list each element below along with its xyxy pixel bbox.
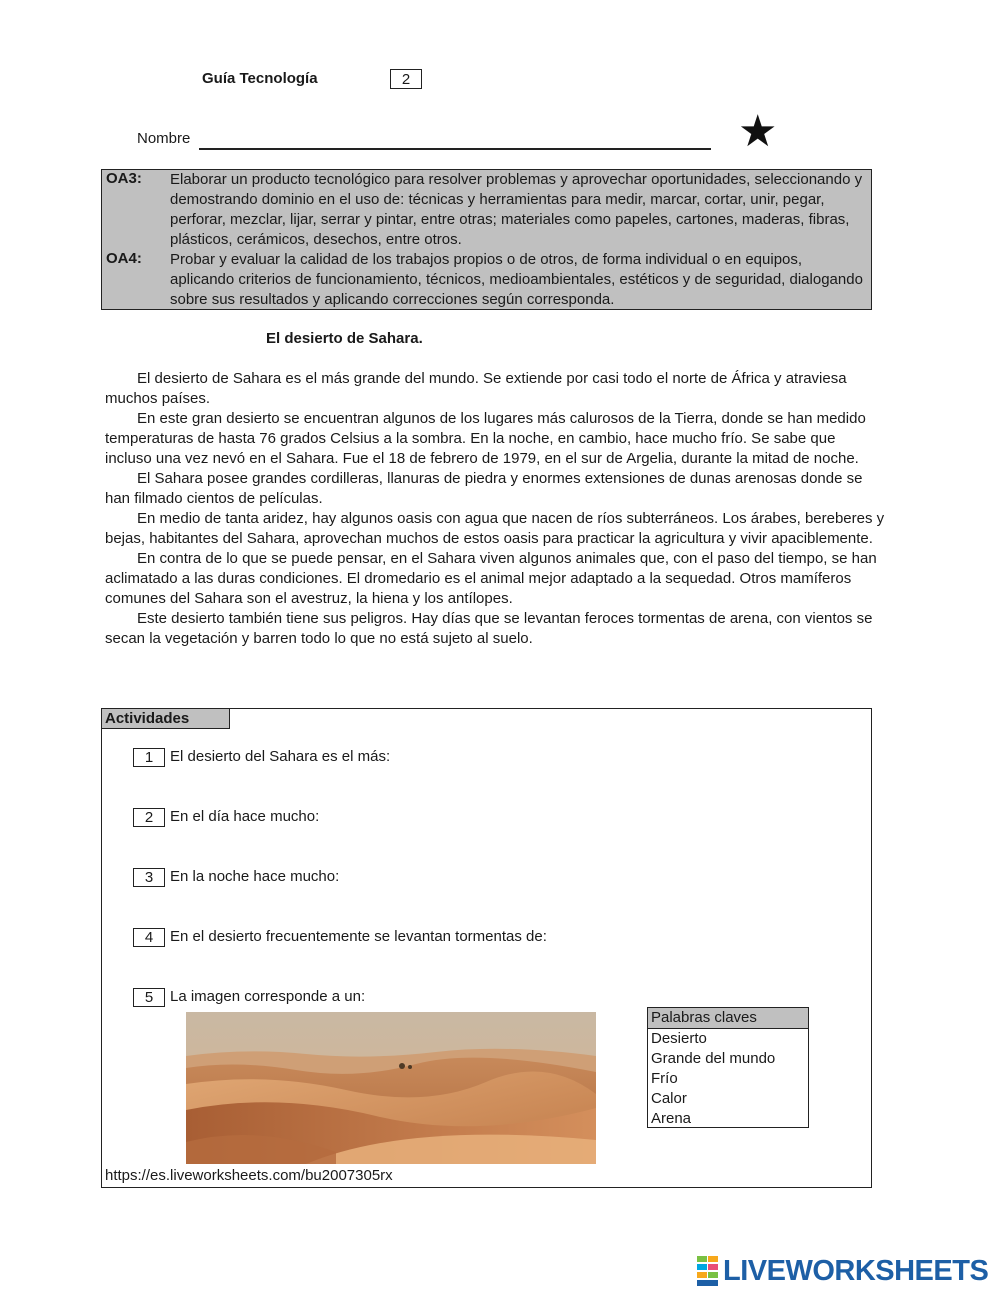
objective-text-oa3: Elaborar un producto tecnológico para resolver problemas y aprovechar oportunidades, seleccionando y demostrando dominio en el uso de: técnicas y herramientas para medir, marcar, cortar, unir, pegar, perforar, mezclar, lijar, serrar y pintar, entre otras; materiales como papeles, cartones, maderas, fibras, plásticos, cerámicos, desechos, entre otros. xyxy=(170,171,863,248)
name-field-line[interactable] xyxy=(199,148,711,150)
desert-dunes-image xyxy=(186,1012,596,1164)
article-paragraph: En medio de tanta aridez, hay algunos oasis con agua que nacen de ríos subterráneos. Los árabes, bereberes y bejas, habitantes del Sahara, aprovechan muchos de estos oasis para practicar la agricultura y vivir apaciblemente. xyxy=(105,510,885,547)
guide-number: 2 xyxy=(390,69,422,89)
question-text-5: La imagen corresponde a un: xyxy=(170,988,366,1005)
keyword-item: Calor xyxy=(651,1090,687,1107)
question-text-1: El desierto del Sahara es el más: xyxy=(170,748,391,765)
article-title: El desierto de Sahara. xyxy=(266,330,423,347)
guide-title: Guía Tecnología xyxy=(202,70,318,87)
question-number-4: 4 xyxy=(133,928,165,947)
objective-text-oa4: Probar y evaluar la calidad de los trabajos propios o de otros, de forma individual o en equipos, aplicando criterios de funcionamiento, técnicos, medioambientales, estéticos y de seguridad, dialogando sobre sus resultados y aplicando correcciones según corresponda. xyxy=(170,251,863,308)
article-body xyxy=(105,369,885,649)
brand-name: LIVEWORKSHEETS xyxy=(723,1254,989,1287)
keywords-box xyxy=(647,1007,809,1128)
article-paragraph: El desierto de Sahara es el más grande del mundo. Se extiende por casi todo el norte de África y atraviesa muchos países. xyxy=(105,370,847,407)
star-icon: ★ xyxy=(738,107,778,156)
objectives-box xyxy=(101,169,872,310)
keywords-header: Palabras claves xyxy=(648,1008,808,1029)
question-text-3: En la noche hace mucho: xyxy=(170,868,340,885)
keyword-item: Grande del mundo xyxy=(651,1050,776,1067)
question-number-2: 2 xyxy=(133,808,165,827)
keyword-item: Desierto xyxy=(651,1030,707,1047)
objective-code-oa3: OA3: xyxy=(106,170,142,187)
question-number-5: 5 xyxy=(133,988,165,1007)
name-label: Nombre xyxy=(137,130,191,147)
question-text-2: En el día hace mucho: xyxy=(170,808,320,825)
keyword-item: Arena xyxy=(651,1110,692,1127)
liveworksheets-logo-icon xyxy=(697,1256,719,1286)
activities-header: Actividades xyxy=(102,709,230,729)
question-number-3: 3 xyxy=(133,868,165,887)
keyword-item: Frío xyxy=(651,1070,678,1087)
question-text-4: En el desierto frecuentemente se levantan tormentas de: xyxy=(170,928,547,945)
liveworksheets-brand[interactable] xyxy=(697,1254,988,1288)
article-paragraph: El Sahara posee grandes cordilleras, llanuras de piedra y enormes extensiones de dunas arenosas donde se han filmado cientos de películas. xyxy=(105,470,863,507)
objective-code-oa4: OA4: xyxy=(106,250,142,267)
source-url[interactable]: https://es.liveworksheets.com/bu2007305rx xyxy=(105,1167,393,1184)
article-paragraph: En este gran desierto se encuentran algunos de los lugares más calurosos de la Tierra, donde se han medido temperaturas de hasta 76 grados Celsius a la sombra. En la noche, en cambio, hace mucho frío. Se sabe que incluso una vez nevó en el Sahara. Fue el 18 de febrero de 1979, en el sur de Argelia, durante la mitad de noche. xyxy=(105,410,866,467)
question-number-1: 1 xyxy=(133,748,165,767)
article-paragraph: Este desierto también tiene sus peligros. Hay días que se levantan feroces tormentas de arena, con vientos se secan la vegetación y barren todo lo que no está sujeto al suelo. xyxy=(105,610,873,647)
article-paragraph: En contra de lo que se puede pensar, en el Sahara viven algunos animales que, con el paso del tiempo, se han aclimatado a las duras condiciones. El dromedario es el animal mejor adaptado a la sequedad. Otros mamíferos comunes del Sahara son el avestruz, la hiena y los antílopes. xyxy=(105,550,877,607)
